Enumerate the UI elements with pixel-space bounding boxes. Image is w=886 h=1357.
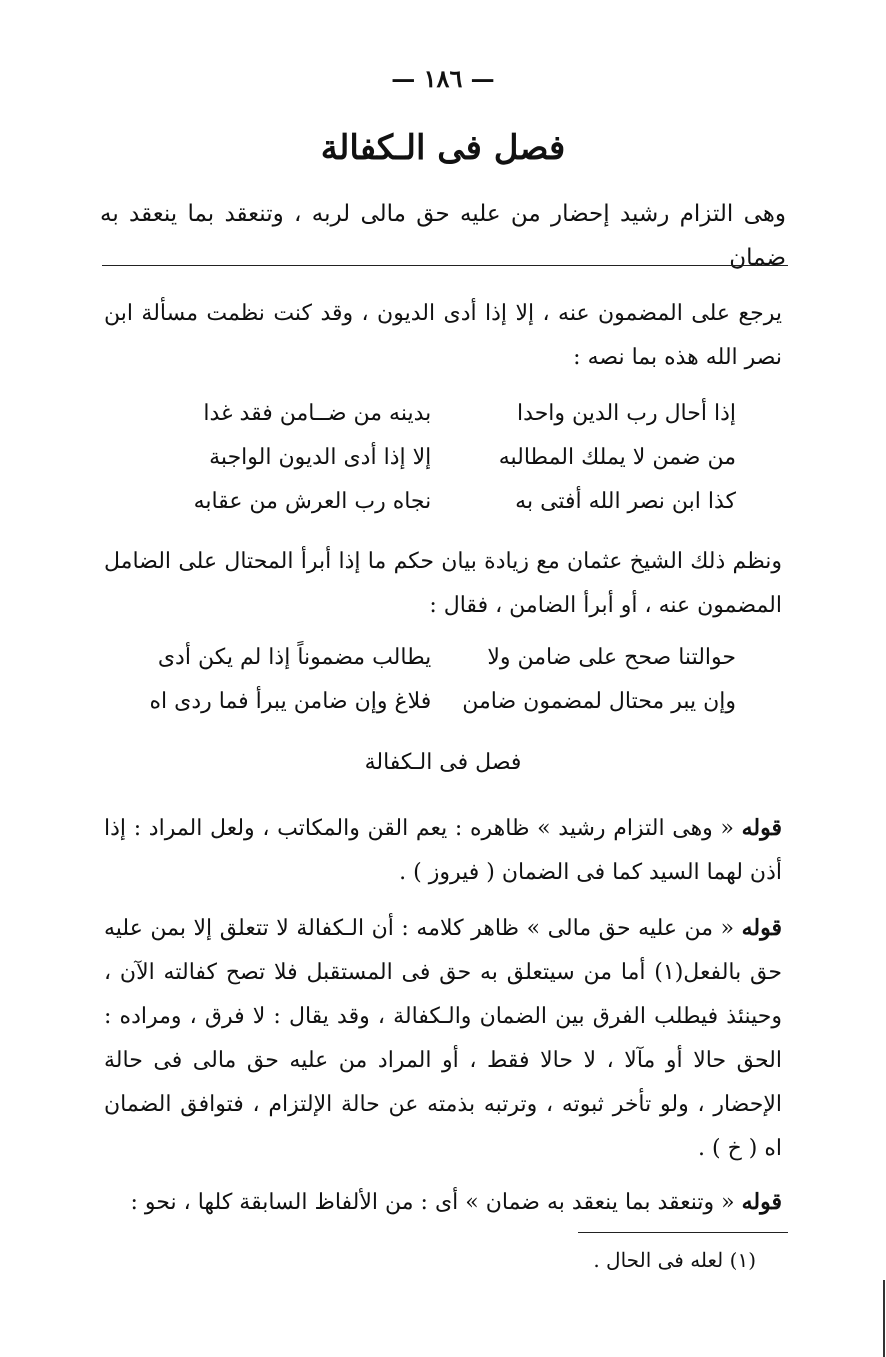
qawl-marker: قوله	[741, 815, 783, 841]
verse-second-hemistich: يطالب مضموناً إذا لم يكن أدى	[157, 645, 432, 670]
main-text-matn: وهى التزام رشيد إحضار من عليه حق مالى لربه ، وتنعقد بما ينعقد به ضمان	[100, 201, 786, 271]
verse-second-hemistich: إلا إذا أدى الديون الواجبة	[209, 445, 432, 470]
footnote-separator	[578, 1232, 788, 1233]
commentary-section-title: فصل فى الـكفالة	[364, 750, 522, 775]
verse-second-hemistich: بدينه من ضــامن فقد غدا	[203, 401, 432, 426]
page-edge-line	[883, 1280, 885, 1357]
separator-line	[102, 265, 788, 266]
chapter-title: فصل فى الـكفالة	[320, 128, 566, 168]
verse-first-hemistich: وإن يبر محتال لمضمون ضامن	[462, 689, 736, 714]
poem-verse	[150, 680, 736, 724]
commentary-paragraph-2	[104, 906, 782, 1171]
commentary-text: « وهى التزام رشيد » ظاهره : يعم القن والمكاتب ، ولعل المراد : إذا أذن لهما السيد كما فى الضمان ( فيروز ) .	[104, 816, 782, 885]
verse-first-hemistich: من ضمن لا يملك المطالبه	[498, 445, 736, 470]
poem-uthman	[150, 636, 736, 724]
poem-ibn-nasr	[150, 392, 736, 524]
verse-second-hemistich: نجاه رب العرش من عقابه	[193, 489, 432, 514]
poem-verse	[150, 636, 736, 680]
qawl-marker: قوله	[741, 1189, 782, 1215]
page-number: — ١٨٦ —	[391, 64, 495, 93]
qawl-marker: قوله	[741, 915, 782, 941]
paragraph-2: ونظم ذلك الشيخ عثمان مع زيادة بيان حكم ما إذا أبرأ المحتال على الضامل المضمون عنه ، أو أبرأ الضامن ، فقال :	[104, 549, 782, 618]
commentary-text: « وتنعقد بما ينعقد به ضمان » أى : من الألفاظ السابقة كلها ، نحو :	[130, 1190, 735, 1215]
paragraph-1: يرجع على المضمون عنه ، إلا إذا أدى الديون ، وقد كنت نظمت مسألة ابن نصر الله هذه بما نصه :	[104, 301, 782, 370]
poem-verse	[150, 436, 736, 480]
verse-first-hemistich: إذا أحال رب الدين واحدا	[517, 401, 736, 426]
commentary-paragraph-3	[104, 1180, 782, 1225]
verse-first-hemistich: حوالتنا صحح على ضامن ولا	[487, 645, 736, 670]
commentary-text: « من عليه حق مالى » ظاهر كلامه : أن الـكفالة لا تتعلق إلا بمن عليه حق بالفعل(١) أما من سيتعلق به حق فى المستقبل فلا تصح كفالته الآن ، وحينئذ فيطلب الفرق بين الضمان والـكفالة ، وقد يقال : لا فرق ، ومراده : الحق حالا أو مآلا ، لا حالا فقط ، أو المراد من عليه حق مالى فى حالة الإحضار ، ولو تأخر ثبوته ، وترتبه بذمته عن حالة الإلتزام ، فتوافق الضمان اه ( خ ) .	[104, 916, 782, 1161]
commentary-paragraph-1	[104, 806, 782, 895]
poem-verse	[150, 480, 736, 524]
poem-verse	[150, 392, 736, 436]
verse-first-hemistich: كذا ابن نصر الله أفتى به	[515, 489, 736, 514]
footnote: (١) لعله فى الحال .	[593, 1248, 756, 1272]
verse-second-hemistich: فلاغ وإن ضامن يبرأ فما ردى اه	[149, 689, 432, 714]
